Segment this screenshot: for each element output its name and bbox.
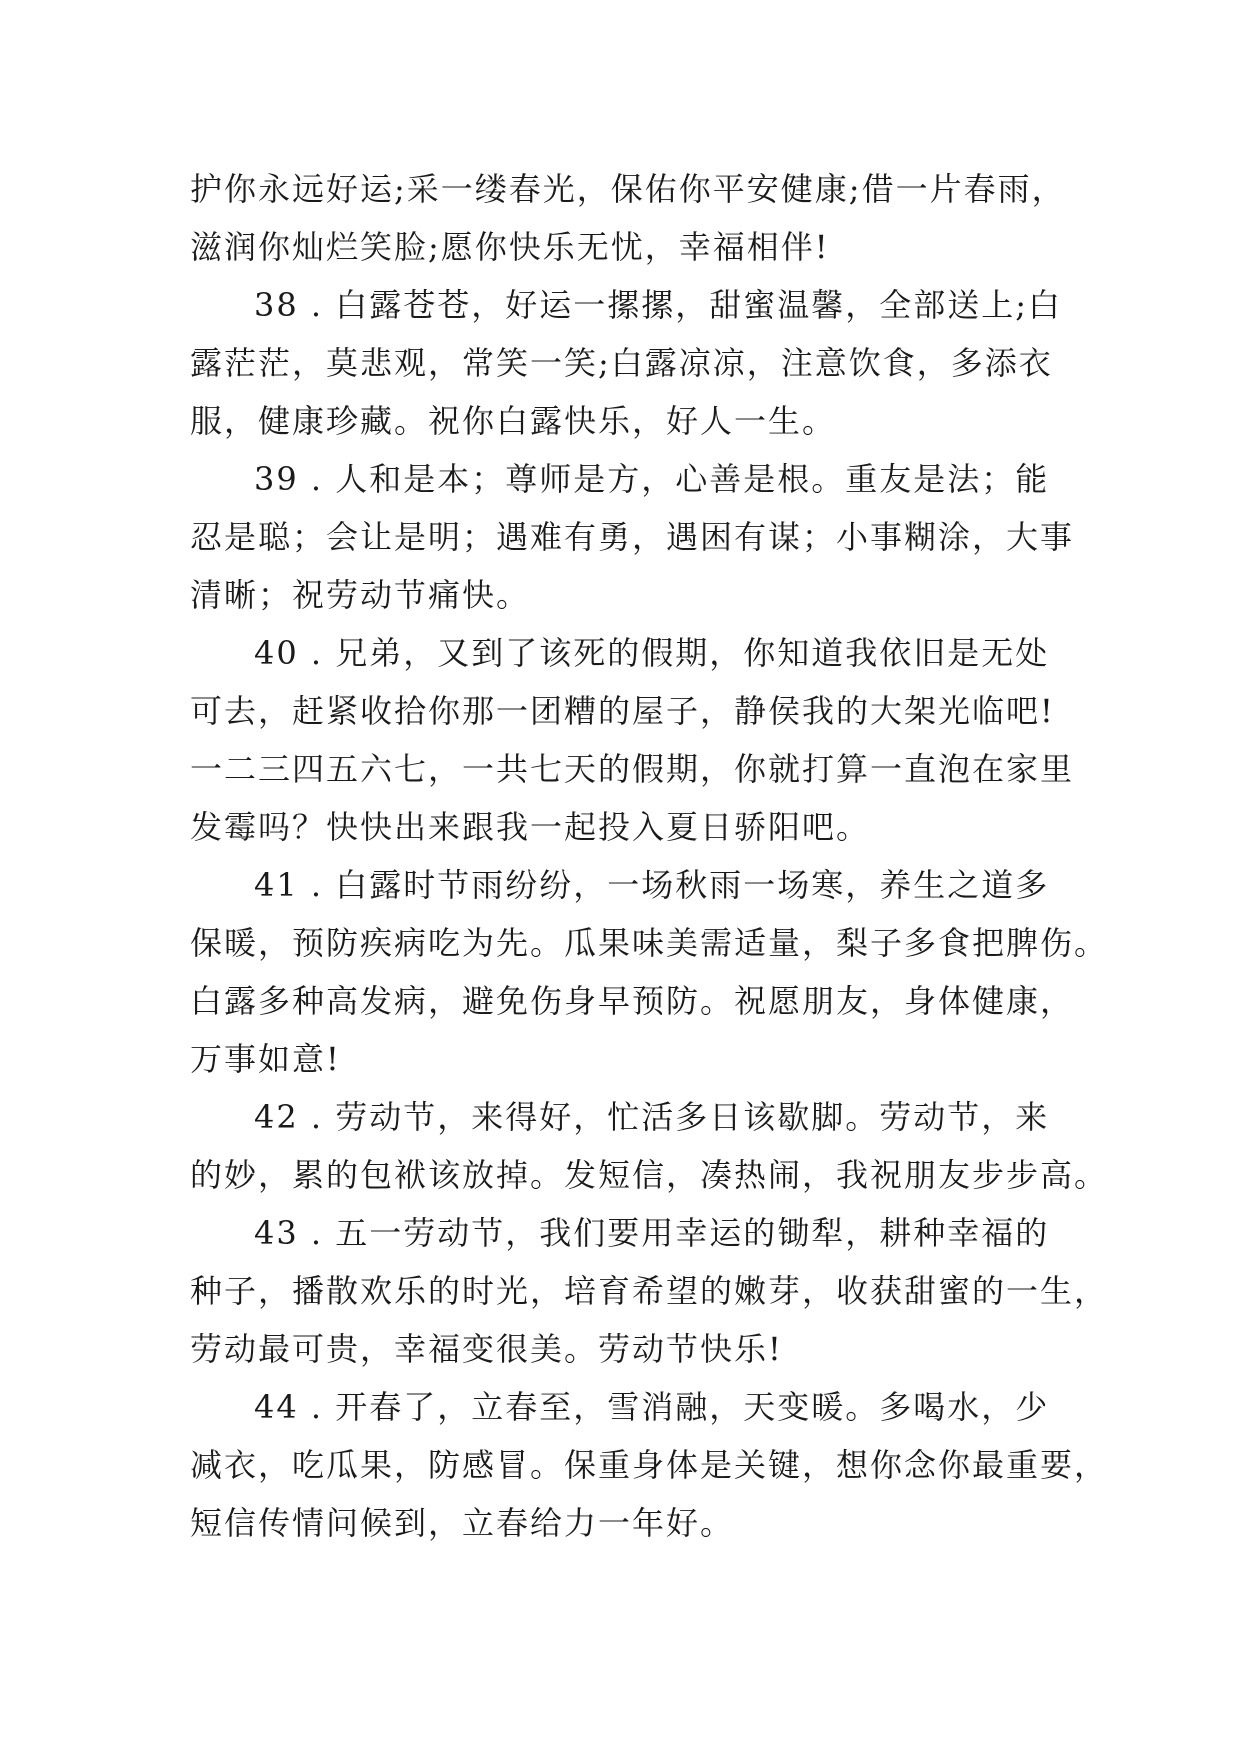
list-item-43 (190, 1204, 1109, 1378)
paragraph-line: 41 . 白露时节雨纷纷，一场秋雨一场寒，养生之道多 (254, 866, 1050, 904)
paragraph-line: 43 . 五一劳动节，我们要用幸运的锄犁，耕种幸福的 (254, 1214, 1050, 1252)
paragraph-line: 露茫茫，莫悲观，常笑一笑;白露凉凉，注意饮食，多添衣 (190, 344, 1053, 382)
list-item-40 (190, 624, 1075, 856)
paragraph-line: 短信传情问候到，立春给力一年好。 (190, 1504, 735, 1542)
document-body (190, 160, 1109, 1552)
paragraph-line: 种子，播散欢乐的时光，培育希望的嫩芽，收获甜蜜的一生， (190, 1272, 1109, 1310)
paragraph-line: 忍是聪；会让是明；遇难有勇，遇困有谋；小事糊涂，大事 (190, 518, 1075, 556)
continued-paragraph (190, 160, 1066, 276)
paragraph-line: 保暖，预防疾病吃为先。瓜果味美需适量，梨子多食把脾伤。 (190, 924, 1109, 962)
paragraph-line: 万事如意! (190, 1040, 341, 1078)
paragraph-line: 的妙，累的包袱该放掉。发短信，凑热闹，我祝朋友步步高。 (190, 1156, 1109, 1194)
paragraph-line: 服，健康珍藏。祝你白露快乐，好人一生。 (190, 402, 837, 440)
list-item-42 (190, 1088, 1109, 1204)
paragraph-line: 一二三四五六七，一共七天的假期，你就打算一直泡在家里 (190, 750, 1075, 788)
paragraph-line: 38 . 白露苍苍，好运一摞摞，甜蜜温馨，全部送上;白 (254, 286, 1063, 324)
list-item-44 (190, 1378, 1109, 1552)
paragraph-line: 清晰；祝劳动节痛快。 (190, 576, 531, 614)
paragraph-line: 劳动最可贵，幸福变很美。劳动节快乐! (190, 1330, 783, 1368)
paragraph-line: 滋润你灿烂笑脸;愿你快乐无忧，幸福相伴! (190, 228, 830, 266)
paragraph-line: 39 . 人和是本；尊师是方，心善是根。重友是法；能 (254, 460, 1050, 498)
paragraph-line: 40 . 兄弟，又到了该死的假期，你知道我依旧是无处 (254, 634, 1050, 672)
list-item-39 (190, 450, 1075, 624)
paragraph-line: 可去，赶紧收拾你那一团糟的屋子，静侯我的大架光临吧! (190, 692, 1055, 730)
paragraph-line: 白露多种高发病，避免伤身早预防。祝愿朋友，身体健康， (190, 982, 1075, 1020)
paragraph-line: 减衣，吃瓜果，防感冒。保重身体是关键，想你念你最重要， (190, 1446, 1109, 1484)
list-item-38 (190, 276, 1063, 450)
paragraph-line: 42 . 劳动节，来得好，忙活多日该歇脚。劳动节，来 (254, 1098, 1050, 1136)
paragraph-line: 44 . 开春了，立春至，雪消融，天变暖。多喝水，少 (254, 1388, 1050, 1426)
paragraph-line: 发霉吗？快快出来跟我一起投入夏日骄阳吧。 (190, 808, 871, 846)
paragraph-line: 护你永远好运;采一缕春光，保佑你平安健康;借一片春雨， (190, 170, 1066, 208)
list-item-41 (190, 856, 1109, 1088)
